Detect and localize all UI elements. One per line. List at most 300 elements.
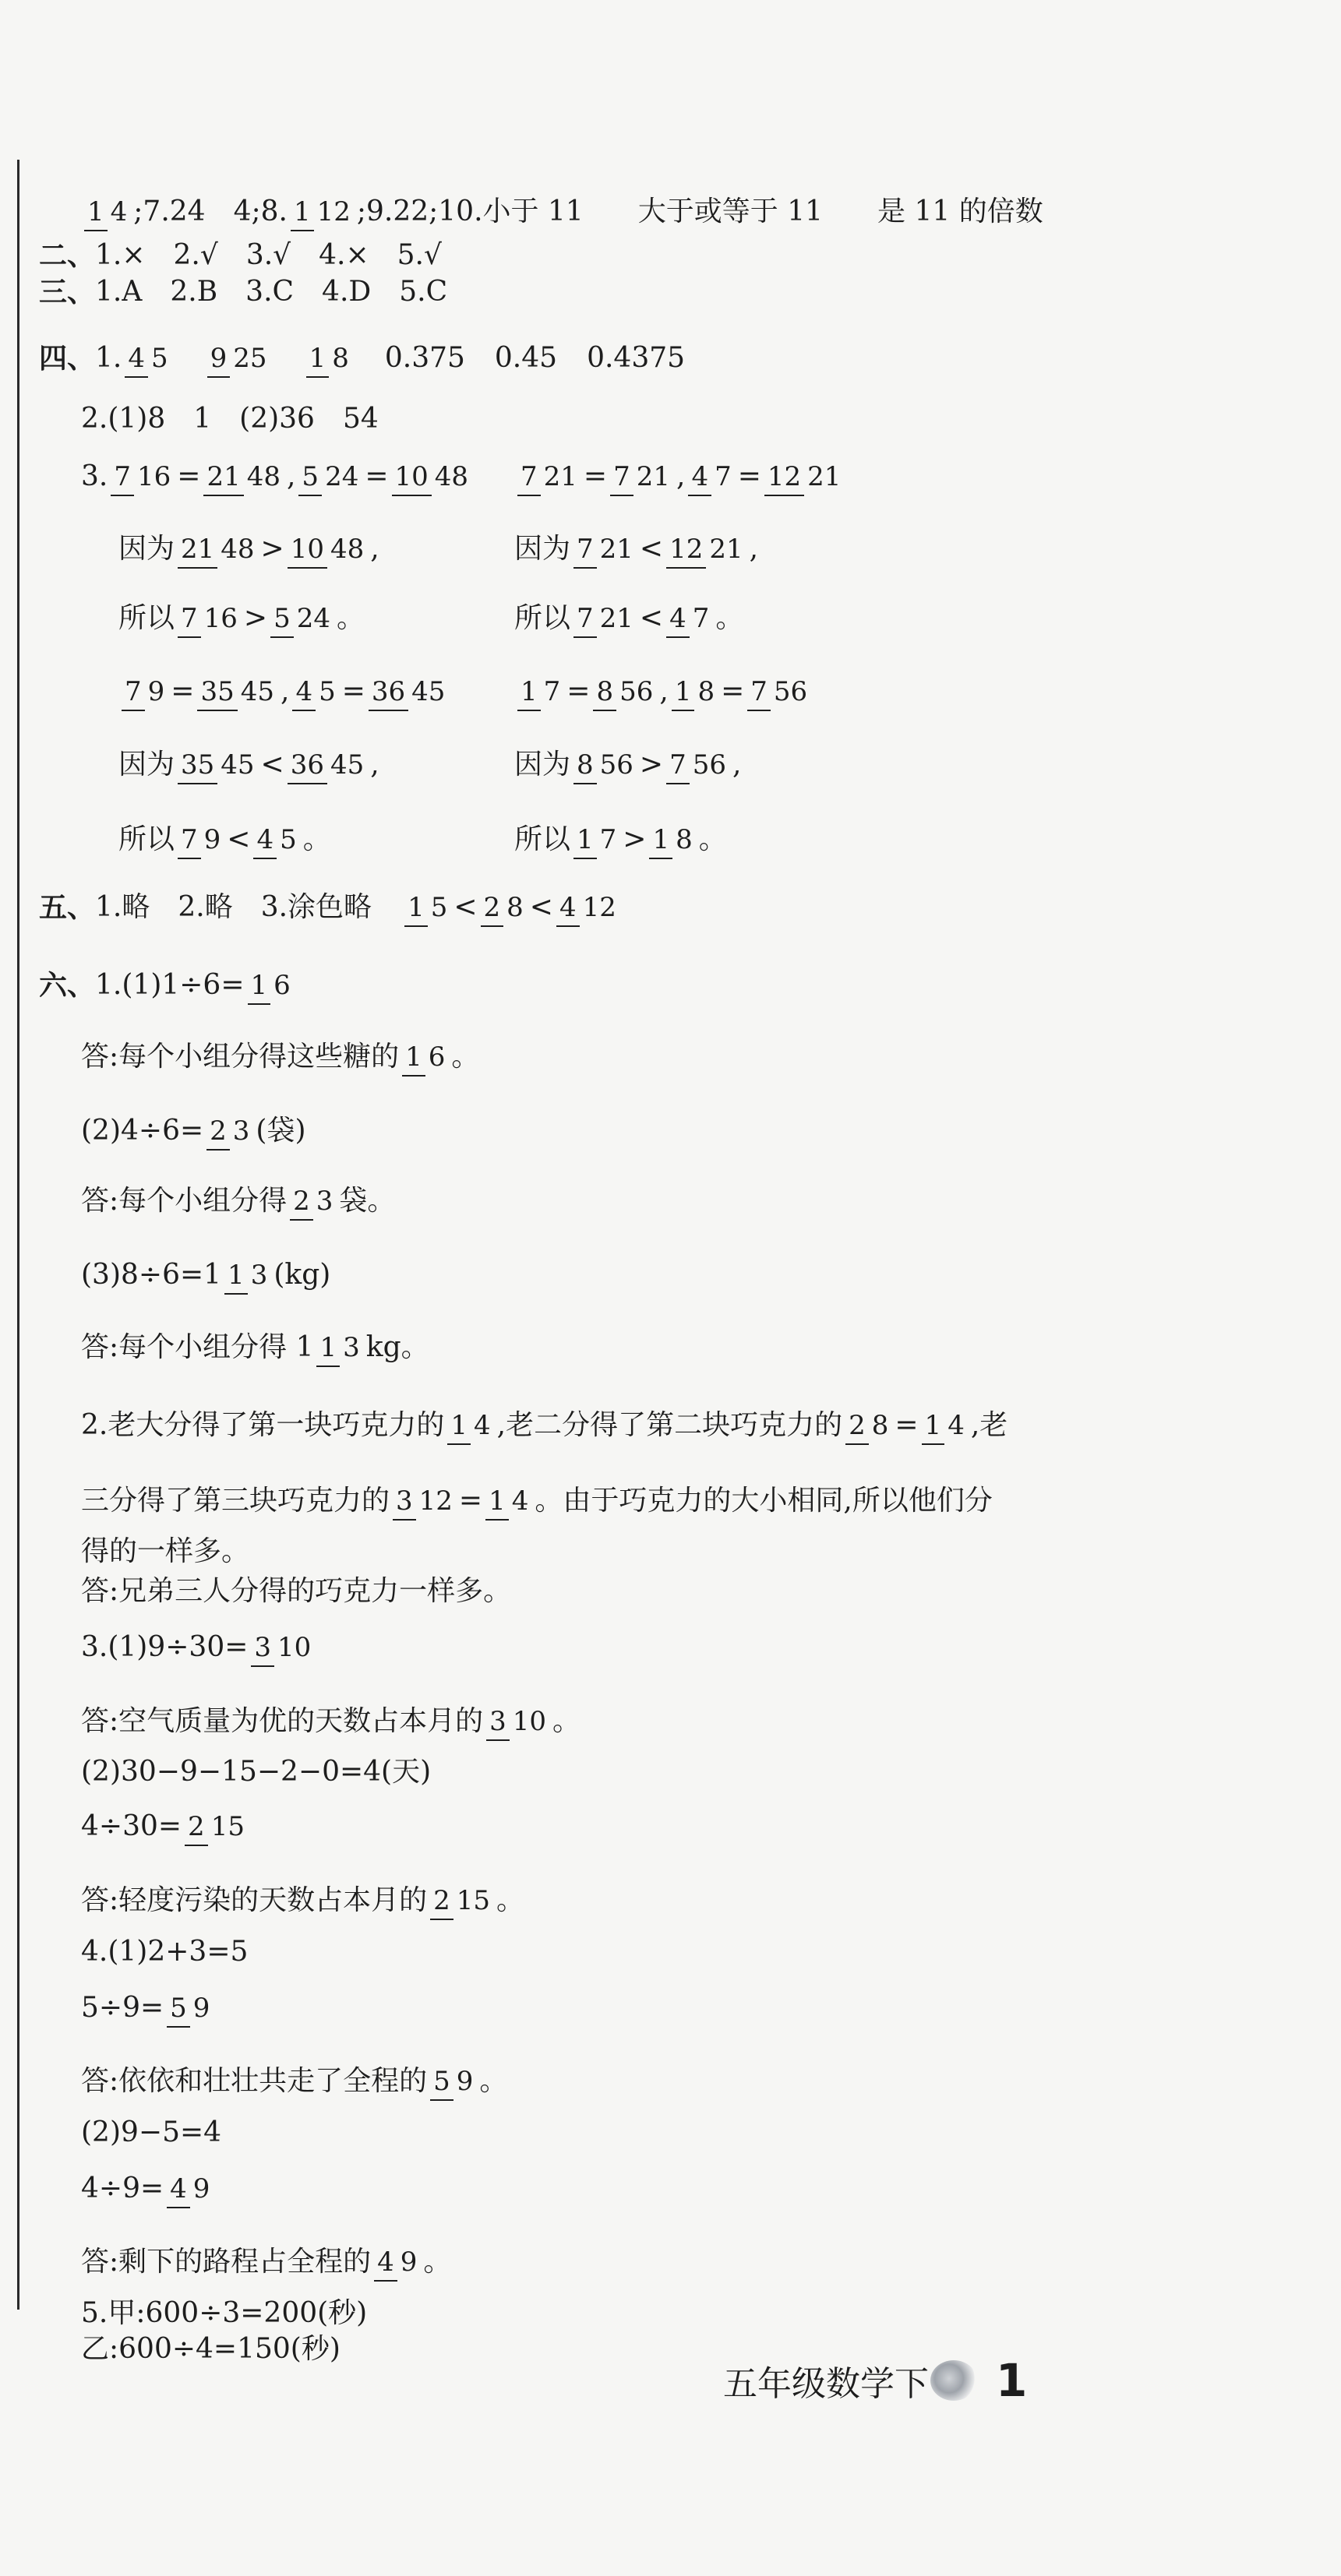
answer-text: <: [453, 891, 478, 923]
answer-line: [39, 970, 297, 1001]
numerator: 4: [167, 2173, 190, 2208]
answer-line: [39, 240, 442, 271]
denominator: 3: [250, 1260, 268, 1291]
numerator: 10: [288, 534, 327, 569]
numerator: 3: [393, 1485, 416, 1521]
answer-line: [514, 534, 758, 565]
denominator: 48: [330, 534, 365, 565]
fraction: [747, 677, 810, 707]
numerator: 7: [573, 534, 597, 569]
answer-text: (2)4÷6=: [81, 1115, 204, 1147]
answer-text: 答:每个小组分得 1: [81, 1331, 314, 1363]
answer-text: ;9.22;10.小于 11: [356, 196, 584, 227]
denominator: 48: [246, 461, 281, 492]
answer-line: [81, 1260, 330, 1291]
answer-line: [81, 1536, 249, 1567]
answer-text: 因为: [118, 749, 175, 781]
answer-line: [81, 1332, 429, 1363]
denominator: 5: [430, 892, 448, 923]
denominator: 45: [221, 749, 255, 781]
numerator: 4: [253, 824, 277, 859]
page-footer: [723, 2354, 1027, 2407]
numerator: 4: [125, 343, 148, 378]
numerator: 4: [666, 603, 690, 638]
numerator: 1: [224, 1260, 248, 1295]
answer-text: 4÷30=: [81, 1810, 182, 1842]
answer-line: [81, 1706, 581, 1737]
denominator: 48: [221, 534, 255, 565]
answer-line: [81, 2247, 451, 2278]
numerator: 7: [122, 676, 145, 711]
answer-line: [81, 1936, 248, 1968]
fraction: [402, 1042, 448, 1072]
denominator: 9: [147, 676, 165, 707]
fraction: [197, 677, 277, 707]
fraction: [84, 197, 130, 227]
fraction: [666, 604, 712, 633]
denominator: 6: [428, 1041, 446, 1073]
numerator: 7: [747, 676, 771, 711]
denominator: 45: [411, 676, 446, 707]
fraction: [486, 1707, 549, 1736]
answer-line: [118, 676, 451, 707]
fraction: [556, 893, 619, 922]
answer-text: 。: [337, 602, 365, 634]
decorative-swirl-icon: [930, 2360, 977, 2401]
numerator: 36: [288, 749, 327, 784]
numerator: 4: [688, 461, 711, 496]
section-label: 五、: [39, 891, 96, 924]
denominator: 5: [151, 343, 168, 374]
answer-text: 4÷9=: [81, 2173, 164, 2204]
answer-text: ,: [659, 675, 669, 707]
numerator: 5: [430, 2066, 453, 2101]
answer-line: [81, 461, 475, 492]
denominator: 45: [240, 676, 274, 707]
answer-text: ,老: [970, 1409, 1008, 1441]
denominator: 9: [192, 1993, 210, 2024]
answer-line: [39, 892, 623, 923]
fraction: [485, 1486, 531, 1516]
numerator: 7: [517, 461, 541, 496]
numerator: 7: [666, 749, 690, 784]
fraction: [316, 1333, 362, 1362]
answer-line: [514, 676, 813, 707]
answer-text: 。: [451, 1041, 480, 1073]
fraction: [573, 825, 619, 855]
denominator: 15: [456, 1885, 491, 1916]
fraction: [517, 677, 563, 707]
fraction: [167, 1993, 213, 2023]
answer-text: 答:每个小组分得: [81, 1185, 288, 1217]
denominator: 10: [512, 1706, 547, 1737]
answer-line: [81, 1811, 251, 1842]
denominator: 12: [582, 892, 616, 923]
fraction: [125, 344, 171, 373]
denominator: 56: [773, 676, 808, 707]
answer-text: kg。: [365, 1331, 429, 1363]
numerator: 1: [922, 1410, 945, 1445]
fraction: [666, 750, 729, 780]
answer-text: 答:依依和壮壮共走了全程的: [81, 2065, 428, 2097]
numerator: 1: [517, 676, 541, 711]
answer-text: 得的一样多。: [81, 1535, 250, 1567]
fraction: [922, 1411, 968, 1440]
denominator: 8: [506, 892, 524, 923]
answer-text: 1.略 2.略 3.涂色略: [95, 891, 372, 923]
section-label: 二、: [39, 239, 96, 272]
answer-text: 0.4375: [587, 342, 686, 374]
answer-line: [81, 2173, 216, 2204]
numerator: 1: [84, 196, 108, 231]
answer-text: 0.45: [494, 342, 558, 374]
denominator: 3: [232, 1115, 250, 1147]
denominator: 3: [343, 1332, 360, 1363]
numerator: 1: [316, 1332, 340, 1367]
answer-text: <: [260, 749, 284, 781]
answer-text: ,: [749, 533, 759, 565]
answer-line: [81, 1885, 524, 1916]
fraction: [290, 1186, 336, 1216]
answer-text: 。: [302, 823, 331, 855]
answer-text: 。: [479, 2065, 508, 2097]
numerator: 1: [402, 1041, 425, 1077]
numerator: 1: [306, 343, 330, 378]
denominator: 8: [676, 824, 693, 855]
denominator: 9: [192, 2173, 210, 2204]
answer-text: 大于或等于 11: [637, 196, 824, 227]
denominator: 24: [296, 603, 330, 634]
fraction: [688, 462, 734, 492]
answer-line: [81, 403, 379, 435]
fraction: [288, 750, 368, 780]
answer-text: 0.375: [384, 342, 465, 374]
answer-line: [39, 277, 447, 308]
answer-text: ,: [370, 749, 379, 781]
answer-text: 答:轻度污染的天数占本月的: [81, 1884, 428, 1916]
denominator: 56: [692, 749, 726, 781]
numerator: 8: [593, 676, 616, 711]
denominator: 6: [273, 970, 291, 1001]
numerator: 9: [207, 343, 231, 378]
denominator: 5: [280, 824, 297, 855]
fraction: [178, 534, 258, 564]
answer-text: >: [260, 533, 284, 565]
fraction: [185, 1812, 248, 1841]
answer-line: [81, 1993, 216, 2024]
numerator: 36: [369, 676, 408, 711]
answer-text: ,: [286, 460, 296, 492]
denominator: 9: [400, 2247, 418, 2278]
fraction: [481, 893, 527, 922]
answer-text: (袋): [256, 1115, 306, 1147]
denominator: 9: [456, 2066, 474, 2097]
denominator: 5: [319, 676, 336, 707]
answer-text: =: [895, 1409, 919, 1441]
answer-text: =: [177, 460, 201, 492]
answer-text: =: [341, 675, 365, 707]
fraction: [573, 604, 637, 633]
denominator: 7: [543, 676, 561, 707]
answer-text: ,老二分得了第二块巧克力的: [496, 1409, 843, 1441]
answer-text: <: [639, 602, 664, 634]
answer-text: 5.甲:600÷3=200(秒): [81, 2297, 368, 2329]
answer-text: (2)30−9−15−2−0=4(天): [81, 1756, 432, 1788]
answer-text: 三分得了第三块巧克力的: [81, 1485, 390, 1517]
answer-text: 4.(1)2+3=5: [81, 1936, 249, 1968]
numerator: 8: [573, 749, 597, 784]
numerator: 7: [178, 824, 201, 859]
fraction: [649, 825, 695, 855]
answer-text: =: [583, 460, 608, 492]
denominator: 24: [325, 461, 359, 492]
numerator: 12: [666, 534, 706, 569]
answer-text: 。: [423, 2246, 452, 2278]
fraction: [248, 971, 294, 1000]
numerator: 4: [292, 676, 316, 711]
numerator: 3: [251, 1632, 274, 1667]
answer-line: [514, 749, 741, 781]
answer-text: 答:空气质量为优的天数占本月的: [81, 1705, 484, 1737]
fraction: [672, 677, 718, 707]
denominator: 12: [316, 196, 351, 227]
answer-text: 所以: [514, 823, 571, 855]
answer-text: (kg): [273, 1259, 331, 1291]
denominator: 4: [474, 1410, 491, 1441]
answer-text: ,: [732, 749, 742, 781]
page-number: 1: [996, 2354, 1028, 2407]
numerator: 1: [672, 676, 695, 711]
fraction: [306, 344, 352, 373]
answer-text: 5÷9=: [81, 1992, 164, 2024]
answer-text: 1.(1)1÷6=: [95, 969, 245, 1001]
answer-text: 所以: [118, 823, 175, 855]
numerator: 1: [291, 196, 314, 231]
fraction: [404, 893, 450, 922]
denominator: 21: [599, 534, 633, 565]
answer-line: [39, 343, 685, 374]
answer-text: 1.: [95, 342, 122, 374]
fraction: [251, 1633, 314, 1662]
fraction: [292, 677, 338, 707]
numerator: 5: [167, 1993, 190, 2028]
fraction: [845, 1411, 891, 1440]
denominator: 48: [434, 461, 469, 492]
numerator: 21: [178, 534, 217, 569]
fraction: [764, 462, 845, 492]
answer-line: [81, 1757, 431, 1788]
numerator: 7: [178, 603, 201, 638]
denominator: 4: [110, 196, 128, 227]
numerator: 1: [404, 892, 428, 927]
fraction: [178, 825, 224, 855]
numerator: 4: [556, 892, 580, 927]
answer-text: 1.A 2.B 3.C 4.D 5.C: [95, 276, 448, 308]
fraction: [393, 1486, 456, 1516]
answer-text: >: [623, 823, 647, 855]
answer-line: [81, 1485, 993, 1517]
answer-text: 。: [698, 823, 727, 855]
denominator: 21: [543, 461, 577, 492]
answer-line: [118, 749, 379, 781]
answer-line: [81, 196, 1043, 227]
section-label: 六、: [39, 969, 96, 1002]
answer-line: [81, 1410, 1008, 1441]
numerator: 7: [111, 461, 134, 496]
answer-text: 2.老大分得了第一块巧克力的: [81, 1409, 445, 1441]
answer-text: 所以: [514, 602, 571, 634]
answer-text: ,: [676, 460, 686, 492]
numerator: 35: [178, 749, 217, 784]
denominator: 15: [210, 1811, 245, 1842]
numerator: 35: [197, 676, 237, 711]
answer-text: 。由于巧克力的大小相同,所以他们分: [535, 1485, 993, 1517]
answer-text: 因为: [118, 533, 175, 565]
numerator: 2: [481, 892, 504, 927]
answer-line: [118, 824, 331, 855]
denominator: 3: [316, 1186, 333, 1217]
denominator: 16: [137, 461, 171, 492]
denominator: 8: [871, 1410, 889, 1441]
denominator: 4: [511, 1485, 529, 1517]
denominator: 21: [709, 534, 743, 565]
numerator: 1: [485, 1485, 509, 1521]
fraction: [253, 825, 299, 855]
answer-line: [81, 1115, 306, 1147]
fraction: [573, 750, 637, 780]
fraction: [430, 1886, 493, 1915]
answer-line: [81, 1576, 511, 1607]
fraction: [666, 534, 746, 564]
answer-text: 因为: [514, 533, 571, 565]
answer-text: ,: [280, 675, 290, 707]
denominator: 56: [599, 749, 633, 781]
section-label: 四、: [39, 342, 96, 375]
numerator: 1: [248, 970, 271, 1005]
fraction: [111, 462, 174, 492]
answer-text: ;7.24 4;8.: [133, 196, 288, 227]
numerator: 10: [392, 461, 432, 496]
fraction: [206, 1116, 252, 1146]
answer-text: =: [721, 675, 745, 707]
answer-text: 3.: [81, 460, 108, 492]
numerator: 2: [290, 1186, 313, 1221]
fraction: [270, 604, 333, 633]
fraction: [298, 462, 362, 492]
answer-line: [118, 534, 379, 565]
answer-line: [81, 2298, 367, 2329]
fraction: [374, 2247, 420, 2277]
answer-text: 乙:600÷4=150(秒): [81, 2333, 341, 2365]
fraction: [178, 750, 258, 780]
denominator: 21: [807, 461, 842, 492]
denominator: 21: [599, 603, 633, 634]
denominator: 10: [277, 1632, 312, 1663]
answer-text: 3.(1)9÷30=: [81, 1631, 249, 1663]
numerator: 1: [573, 824, 597, 859]
answer-text: 1.× 2.√ 3.√ 4.× 5.√: [95, 239, 442, 271]
answer-text: 答:剩下的路程占全程的: [81, 2246, 372, 2278]
answer-text: 2.(1)8 1 (2)36 54: [81, 403, 379, 435]
fraction: [447, 1411, 493, 1440]
answer-text: 。: [496, 1884, 525, 1916]
numerator: 5: [298, 461, 322, 496]
answer-text: 。: [552, 1705, 581, 1737]
answer-text: =: [737, 460, 761, 492]
section-label: 三、: [39, 276, 96, 308]
answer-line: [514, 603, 743, 634]
answer-text: 答:每个小组分得这些糖的: [81, 1041, 400, 1073]
answer-text: =: [566, 675, 591, 707]
answer-line: [118, 603, 365, 634]
numerator: 5: [270, 603, 294, 638]
fraction: [610, 462, 673, 492]
fraction: [430, 2067, 476, 2096]
denominator: 4: [948, 1410, 965, 1441]
denominator: 45: [330, 749, 365, 781]
answer-text: 答:兄弟三人分得的巧克力一样多。: [81, 1575, 512, 1607]
answer-text: ,: [370, 533, 379, 565]
answer-line: [81, 2066, 507, 2097]
fraction: [203, 462, 284, 492]
denominator: 21: [636, 461, 670, 492]
answer-line: [514, 461, 847, 492]
numerator: 7: [610, 461, 633, 496]
numerator: 3: [486, 1706, 510, 1741]
numerator: 7: [573, 603, 597, 638]
denominator: 25: [233, 343, 267, 374]
numerator: 1: [649, 824, 672, 859]
numerator: 2: [185, 1811, 208, 1846]
margin-rule: [17, 160, 19, 2310]
answer-line: [81, 2117, 221, 2148]
fraction: [392, 462, 472, 492]
denominator: 8: [697, 676, 715, 707]
answer-text: <: [529, 891, 553, 923]
answer-text: 因为: [514, 749, 571, 781]
answer-line: [514, 824, 727, 855]
fraction: [593, 677, 656, 707]
fraction: [178, 604, 241, 633]
fraction: [291, 197, 354, 227]
fraction: [167, 2174, 213, 2204]
answer-line: [81, 1041, 479, 1073]
numerator: 12: [764, 461, 804, 496]
answer-text: =: [365, 460, 389, 492]
answer-text: 袋。: [339, 1185, 396, 1217]
fraction: [517, 462, 581, 492]
answer-line: [81, 1632, 317, 1663]
fraction: [573, 534, 637, 564]
denominator: 7: [715, 461, 732, 492]
answer-text: >: [243, 602, 268, 634]
denominator: 9: [203, 824, 221, 855]
denominator: 12: [418, 1485, 453, 1517]
denominator: 7: [599, 824, 617, 855]
answer-text: =: [171, 675, 195, 707]
answer-text: (3)8÷6=1: [81, 1259, 222, 1291]
answer-text: (2)9−5=4: [81, 2116, 222, 2148]
answer-text: 所以: [118, 602, 175, 634]
fraction: [224, 1260, 270, 1290]
book-title: 五年级数学下: [723, 2364, 929, 2404]
denominator: 16: [203, 603, 238, 634]
denominator: 56: [619, 676, 654, 707]
numerator: 1: [447, 1410, 471, 1445]
answer-text: 是 11 的倍数: [877, 196, 1043, 227]
numerator: 2: [845, 1410, 869, 1445]
numerator: 4: [374, 2247, 397, 2282]
